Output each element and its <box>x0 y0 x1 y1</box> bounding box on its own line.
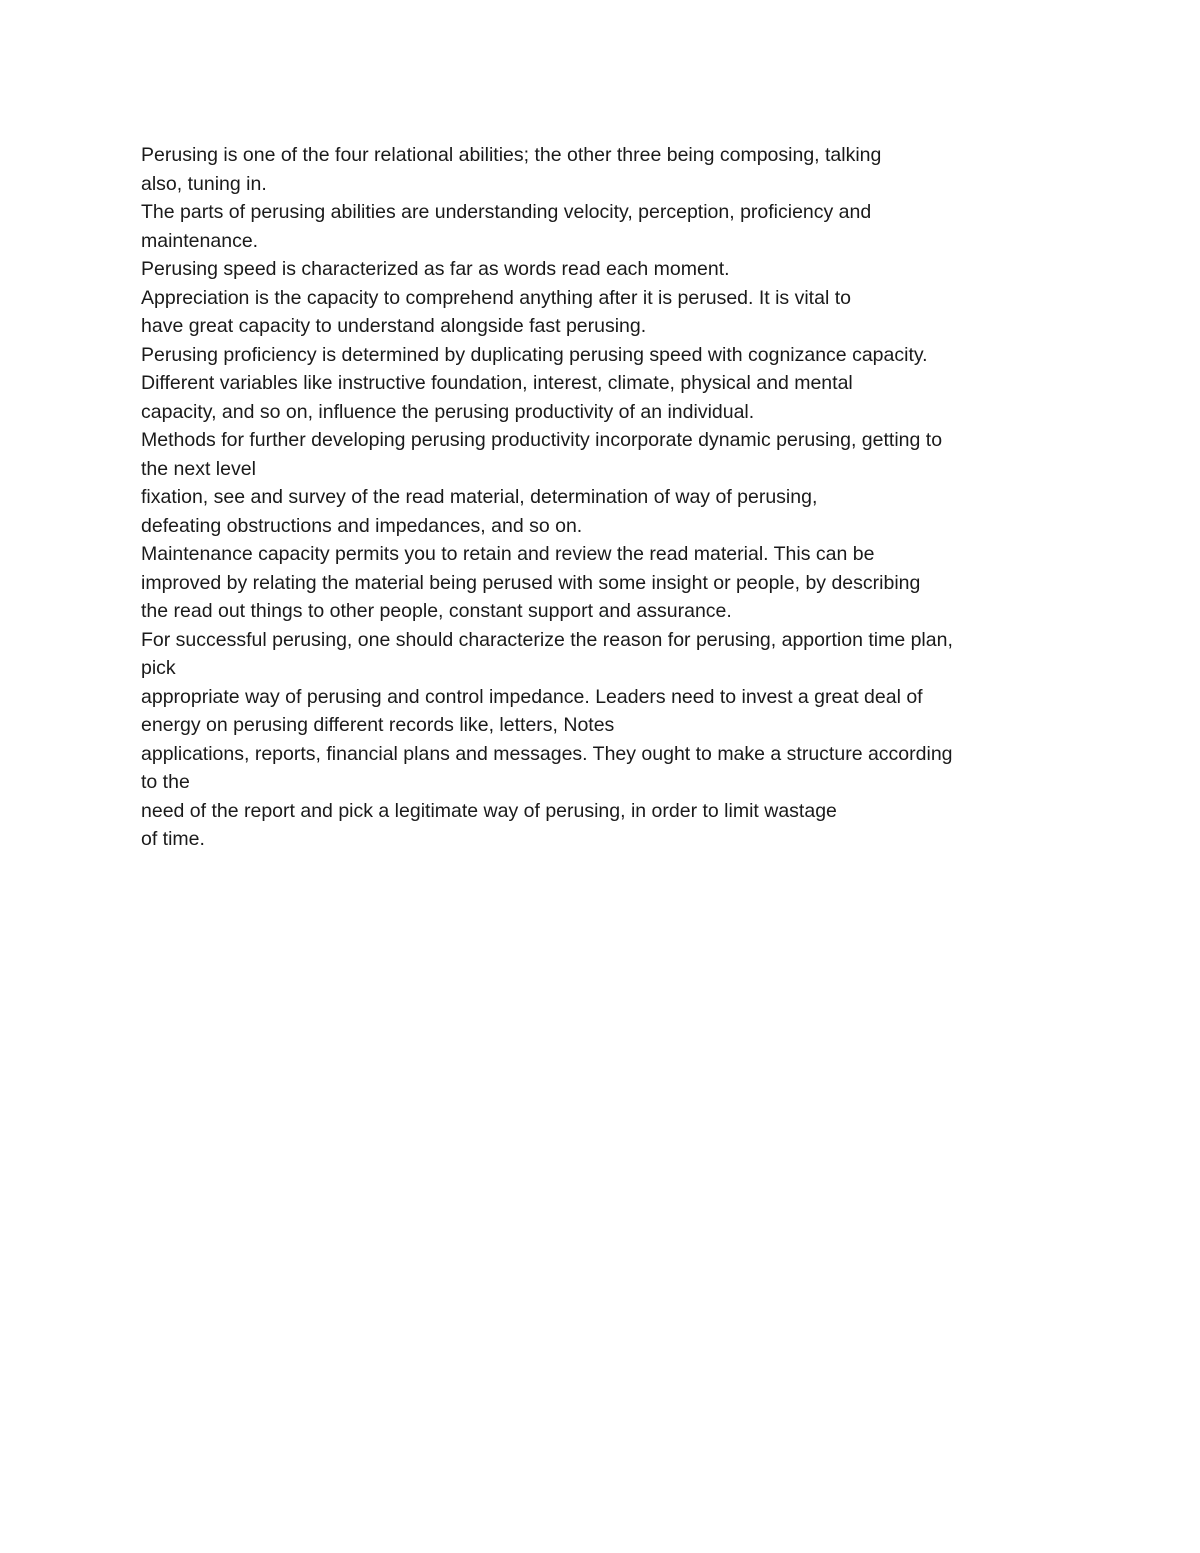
text-line: capacity, and so on, influence the perusing productivity of an individual. <box>141 400 755 423</box>
text-line: Different variables like instructive foundation, interest, climate, physical and mental <box>141 372 853 394</box>
text-line: appropriate way of perusing and control impedance. Leaders need to invest a great deal of <box>141 685 923 708</box>
document-body <box>141 141 1061 854</box>
text-line: For successful perusing, one should characterize the reason for perusing, apportion time plan, <box>141 628 953 651</box>
text-line: need of the report and pick a legitimate way of perusing, in order to limit wastage <box>141 799 837 822</box>
text-line: the read out things to other people, constant support and assurance. <box>141 600 732 622</box>
text-line: defeating obstructions and impedances, and so on. <box>141 514 583 537</box>
text-line: have great capacity to understand alongside fast perusing. <box>141 315 647 337</box>
text-line: fixation, see and survey of the read material, determination of way of perusing, <box>141 486 818 508</box>
text-line: Methods for further developing perusing productivity incorporate dynamic perusing, getting to <box>141 429 943 451</box>
text-line: Appreciation is the capacity to comprehend anything after it is perused. It is vital to <box>141 286 851 309</box>
text-line: The parts of perusing abilities are understanding velocity, perception, proficiency and <box>141 201 872 223</box>
text-line: of time. <box>141 828 205 850</box>
text-line: also, tuning in. <box>141 172 267 195</box>
text-line: Maintenance capacity permits you to retain and review the read material. This can be <box>141 543 875 565</box>
text-line: Perusing proficiency is determined by duplicating perusing speed with cognizance capacity. <box>141 343 928 366</box>
text-line: the next level <box>141 457 256 480</box>
text-line: to the <box>141 771 190 793</box>
text-line: applications, reports, financial plans and messages. They ought to make a structure according <box>141 742 953 765</box>
text-line: maintenance. <box>141 229 259 252</box>
text-line: improved by relating the material being perused with some insight or people, by describing <box>141 571 921 594</box>
text-line: Perusing speed is characterized as far as words read each moment. <box>141 258 730 280</box>
text-line: pick <box>141 657 176 679</box>
text-line: energy on perusing different records like, letters, Notes <box>141 714 615 736</box>
text-line: Perusing is one of the four relational abilities; the other three being composing, talking <box>141 144 882 166</box>
